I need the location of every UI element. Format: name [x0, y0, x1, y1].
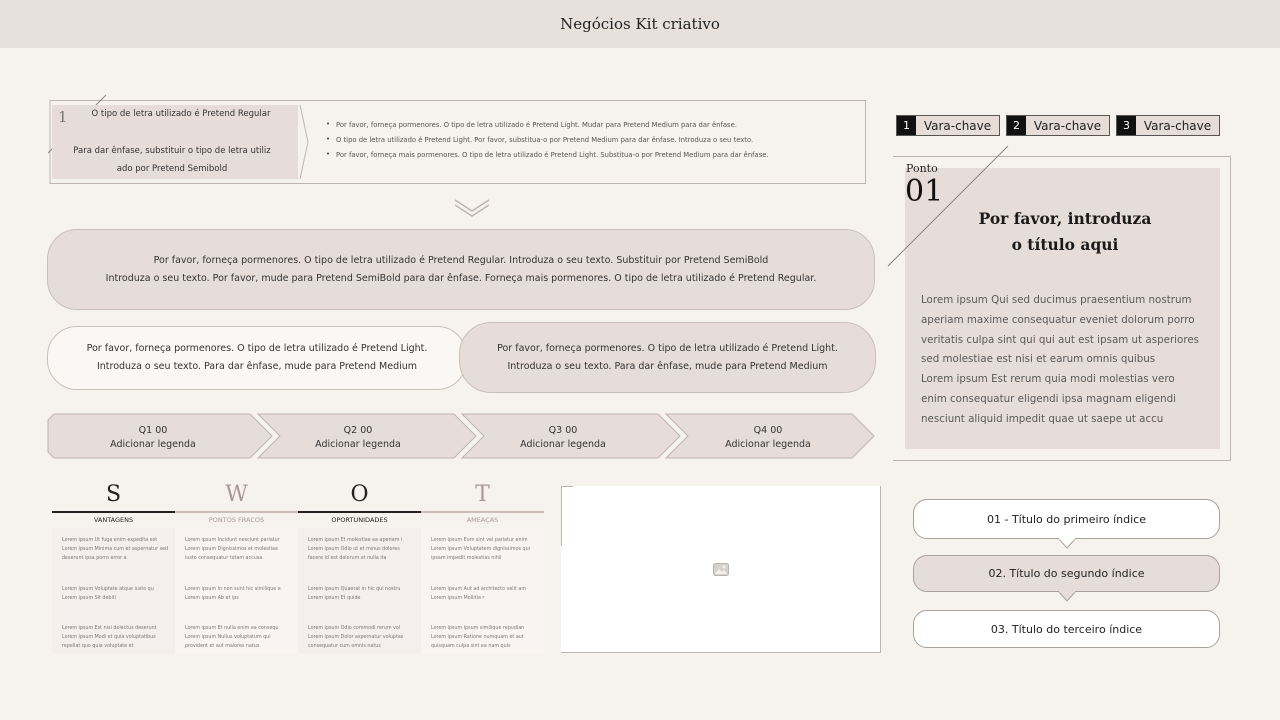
info-box-line2 — [64, 142, 280, 178]
swot-item-cont: • consequatur cum omnis natus — [308, 642, 418, 651]
swot-item-cont: • provident et aut maiores natus — [185, 642, 295, 651]
swot-opportunities — [298, 480, 421, 654]
swot-item: • Lorem ipsum Est nisi delectus deserunt — [62, 624, 172, 633]
quarter-4 — [678, 424, 858, 452]
info-box-line2b: ado por Pretend Semibold — [116, 164, 228, 174]
quarter-2-caption: Adicionar legenda — [315, 439, 401, 450]
swot-body — [175, 528, 298, 654]
swot-item: • Lorem ipsum Odio commodi rerum vol — [308, 624, 418, 633]
point-body-line: Lorem ipsum Qui sed ducimus praesentium nostrum — [921, 294, 1192, 306]
swot-divider — [421, 511, 544, 513]
key-tag-1 — [896, 115, 1000, 136]
text-banner — [47, 229, 875, 310]
point-body-line: veritatis culpa sint qui qui aut est ipsam ut asperiores — [921, 333, 1200, 346]
text-pill-right-line2: Introduza o seu texto. Para dar ênfase, mude para Pretend Medium — [507, 360, 828, 372]
text-pill-right — [459, 322, 876, 393]
swot-item: • Lorem ipsum In non sunt hic similique e — [185, 585, 295, 594]
swot-item: • Lorem ipsum Mollitia r — [431, 594, 541, 603]
index-item-label: 02. Título do segundo índice — [988, 567, 1145, 580]
key-tag-3 — [1116, 115, 1220, 136]
swot-letter: S — [105, 482, 122, 507]
swot-item-cont: • quisquam culpa sint ea nam quis — [431, 642, 541, 651]
key-tag-label: Vara-chave — [923, 118, 992, 133]
index-item-3[interactable] — [913, 610, 1220, 648]
quarter-3 — [473, 424, 653, 452]
swot-item: • Lorem ipsum Incidunt nesciunt pariatur — [185, 536, 295, 545]
point-title — [935, 206, 1195, 258]
text-banner-line1: Por favor, forneça pormenores. O tipo de letra utilizado é Pretend Regular. Introduza o seu texto. Substituir por Pretend SemiBold — [153, 254, 769, 266]
image-placeholder-frame — [561, 486, 573, 546]
swot-item: • Lorem ipsum Voluptate atque iusto qu — [62, 585, 172, 594]
key-tag-number: 3 — [1117, 116, 1136, 135]
bullet-item: • Por favor, forneça pormenores. O tipo de letra utilizado é Pretend Light. Mudar para Pretend Medium para dar ênfase. — [322, 121, 862, 136]
point-label: Ponto — [906, 162, 938, 175]
point-number: 01 — [905, 174, 944, 209]
chevron-down-icon — [454, 197, 490, 217]
swot-label: VANTAGENS — [93, 516, 134, 524]
info-box-bullets — [322, 121, 862, 166]
swot-item: • Lorem ipsum Dignissimos et molestiae — [185, 545, 295, 554]
page-title: Negócios Kit criativo — [560, 15, 720, 33]
swot-item-cont: • facere id est dolorum et nulla ita — [308, 554, 418, 563]
point-body — [921, 291, 1206, 430]
swot-label: OPORTUNIDADES — [331, 516, 388, 524]
swot-item: • Lorem ipsum Quaerat in hic qui nostru — [308, 585, 418, 594]
swot-threats — [421, 480, 544, 654]
point-title-line2: o título aqui — [1011, 235, 1119, 254]
swot-item: • Lorem ipsum Dolor aspernatur voluptas — [308, 633, 418, 642]
swot-label: AMEAÇAS — [466, 516, 499, 524]
swot-item: • Lorem ipsum Aut ad architecto velit am — [431, 585, 541, 594]
swot-divider — [298, 511, 421, 513]
swot-item: • Lorem ipsum Voluptatem dignissimos qui — [431, 545, 541, 554]
point-body-line: sed molestiae est nisi et earum omnis quibus — [921, 353, 1156, 366]
text-banner-line2: Introduza o seu texto. Por favor, mude para Pretend SemiBold para dar ênfase. Forneça mais pormenores. O tipo de letra utilizado é Pretend Regular. — [105, 272, 817, 284]
bullet-item: • O tipo de letra utilizado é Pretend Light. Por favor, substitua-o por Pretend Medium para dar ênfase. Introduza o seu texto. — [322, 136, 862, 151]
swot-label: PONTOS FRACOS — [208, 516, 265, 524]
bullet-item: • Por favor, forneça mais pormenores. O tipo de letra utilizado é Pretend Light. Substitua-o por Pretend Medium para dar ênfase. — [322, 151, 862, 166]
index-pointer — [1058, 538, 1076, 550]
swot-item: • Lorem ipsum Minima cum et aspernatur sed — [62, 545, 172, 554]
swot-strengths — [52, 480, 175, 654]
text-pill-left-line2: Introduza o seu texto. Para dar ênfase, mude para Pretend Medium — [96, 361, 418, 372]
info-box-line1: O tipo de letra utilizado é Pretend Regular — [91, 109, 271, 119]
swot-item-cont: • iusto consequatur totam accusa — [185, 554, 295, 563]
swot-item: • Lorem ipsum Sit debiti — [62, 594, 172, 603]
point-body-line: aperiam maxime consequatur eveniet dolorum porro — [921, 313, 1195, 326]
quarter-4-caption: Adicionar legenda — [725, 439, 811, 450]
index-item-label: 01 - Título do primeiro índice — [986, 512, 1146, 526]
image-icon — [713, 563, 729, 576]
key-tag-label: Vara-chave — [1033, 118, 1102, 133]
point-body-line: nesciunt aliquid impedit quae ut saepe ut accu — [921, 412, 1164, 425]
swot-body — [421, 528, 544, 654]
swot-item: • Lorem ipsum Et quide — [308, 594, 418, 603]
index-item-1[interactable] — [913, 499, 1220, 539]
index-item-label: 03. Título do terceiro índice — [990, 622, 1143, 636]
quarter-2 — [268, 424, 448, 452]
swot-item: • Lorem ipsum Ut fuga enim expedita est — [62, 536, 172, 545]
swot-item: • Lorem ipsum Modi et quia voluptatibus — [62, 633, 172, 642]
swot-item: • Lorem ipsum Odio ut et minus dolores — [308, 545, 418, 554]
swot-letter: O — [350, 482, 369, 507]
quarter-1-caption: Adicionar legenda — [110, 439, 196, 450]
swot-letter: T — [475, 482, 490, 507]
swot-item-cont: • deserunt ipsa porro error a — [62, 554, 172, 563]
swot-item: • Lorem ipsum Et nulla enim ea consequ — [185, 624, 295, 633]
swot-body — [298, 528, 421, 654]
swot-item-cont: • repellat quo quia voluptate et — [62, 642, 172, 651]
swot-item: • Lorem ipsum Et molestiae ea aperiam i — [308, 536, 418, 545]
key-tag-number: 2 — [1007, 116, 1026, 135]
point-body-line: Lorem ipsum Est rerum quia modi molestias vero — [921, 373, 1175, 386]
swot-divider — [52, 511, 175, 513]
swot-item: • Lorem ipsum Ipsum similique repudian — [431, 624, 541, 633]
quarter-1-title: Q1 00 — [138, 425, 168, 436]
info-box-line2a: Para dar ênfase, substituir o tipo de letra utiliz — [73, 146, 271, 156]
index-item-2[interactable] — [913, 555, 1220, 592]
quarter-3-caption: Adicionar legenda — [520, 439, 606, 450]
key-tag-2 — [1006, 115, 1110, 136]
text-pill-left — [47, 326, 467, 390]
info-box-number: 1 — [58, 108, 68, 126]
swot-item: • Lorem ipsum Nullus voluptatum qui — [185, 633, 295, 642]
quarter-2-title: Q2 00 — [343, 425, 373, 436]
swot-divider — [175, 511, 298, 513]
quarter-4-title: Q4 00 — [753, 425, 783, 436]
text-pill-right-line1: Por favor, forneça pormenores. O tipo de letra utilizado é Pretend Light. — [497, 342, 838, 354]
quarter-1 — [63, 424, 243, 452]
quarter-3-title: Q3 00 — [548, 425, 578, 436]
swot-letter: W — [225, 482, 248, 507]
index-pointer — [1058, 591, 1076, 603]
point-body-line: enim consequatur eligendi ipsa magnam eligendi — [921, 392, 1176, 405]
key-tag-label: Vara-chave — [1143, 118, 1212, 133]
swot-item: • Lorem ipsum Ab et ips — [185, 594, 295, 603]
key-tag-number: 1 — [897, 116, 916, 135]
swot-weaknesses — [175, 480, 298, 654]
swot-body — [52, 528, 175, 654]
point-title-line1: Por favor, introduza — [978, 209, 1152, 228]
swot-item: • Lorem ipsum Eum sint vel pariatur enim — [431, 536, 541, 545]
swot-item-cont: • ipsam impedit molestias nihil — [431, 554, 541, 563]
header-bar — [0, 0, 1280, 48]
text-pill-left-line1: Por favor, forneça pormenores. O tipo de letra utilizado é Pretend Light. — [86, 343, 428, 354]
swot-item: • Lorem ipsum Ratione numquam et aut — [431, 633, 541, 642]
